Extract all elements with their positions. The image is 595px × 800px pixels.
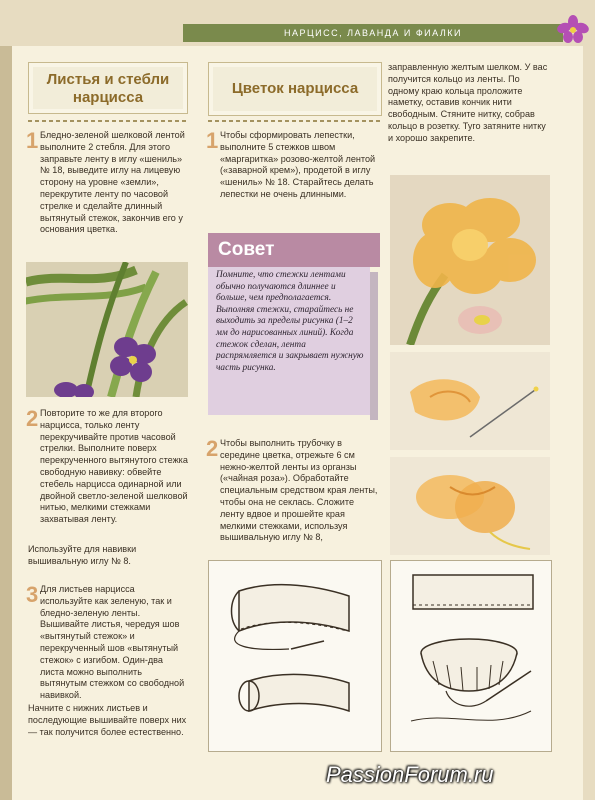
gathered-rosette-illustration bbox=[390, 560, 552, 752]
left-margin-strip bbox=[0, 46, 12, 800]
leaves-stems-photo bbox=[26, 262, 188, 397]
tip-shadow bbox=[370, 272, 378, 420]
tip-text: Помните, что стежки лентами обычно получаются длиннее и больше, чем предполагается. Выполняя стежки, старайтесь не выходить за пределы рисунка (1–2 мм до нарисованных линий). Когда стежок сделан, лента распрямляется и закрывает нужную часть рисунка. bbox=[216, 270, 364, 373]
step3-left-text-extra: Начните с нижних листьев и последующие вышивайте поверх них — так получится более естественно. bbox=[28, 703, 187, 737]
step1-mid-text: Чтобы сформировать лепестки, выполните 5 стежков швом «маргаритка» розово-желтой лентой («заварной крем»), продетой в иглу «шениль» № 18. Старайтесь делать лепестки не очень длинными. bbox=[220, 130, 376, 199]
step-number: 3 bbox=[26, 582, 39, 607]
watermark: PassionForum.ru bbox=[326, 762, 494, 787]
left-section-heading: Листья и стебли нарцисса bbox=[28, 62, 188, 114]
ribbon-ring-photo bbox=[390, 352, 550, 450]
violet-flower-icon bbox=[555, 14, 591, 44]
right-page-edge bbox=[583, 46, 595, 800]
ribbon-loop-illustration bbox=[208, 560, 382, 752]
stitch-divider bbox=[208, 120, 380, 122]
step3-left-text: Для листьев нарцисса используйте как зеленую, так и бледно-зеленую ленты. Вышивайте листья, чередуя шов «вытянутый стежок» и перекрученный шов «вытянутый стежок» с изгибом. Один-два листа можно выполнить вытянутым стежком со свободной навивкой. bbox=[40, 584, 185, 701]
step-number: 1 bbox=[26, 128, 39, 153]
step-number: 1 bbox=[206, 128, 219, 153]
step2-mid-text: Чтобы выполнить трубочку в середине цветка, отрежьте 6 см нежно-желтой ленты из органзы («чайная роза»). Обработайте специальным средством края ленты, чтобы она не секлась. Сложите ленту вдвое и прошейте края мелкими стежками, используя вышивальную иглу № 8, bbox=[220, 438, 378, 543]
narcissus-flower-photo bbox=[390, 175, 550, 345]
step1-left-text: Бледно-зеленой шелковой лентой выполните 2 стебля. Для этого заправьте ленту в иглу «шениль» № 18, выведите иглу на лицевую сторону на уровне «земли», перекрутите ленту по часовой стрелке и сделайте длинный вытянутый стежок, закончив его у основания цветка. bbox=[40, 130, 185, 235]
tip-title: Совет bbox=[208, 233, 380, 267]
ribbon-rosette-photo bbox=[390, 457, 550, 555]
stitch-divider bbox=[28, 120, 188, 122]
step-number: 2 bbox=[26, 406, 39, 431]
mid-section-heading: Цветок нарцисса bbox=[208, 62, 382, 116]
running-header: НАРЦИСС, ЛАВАНДА И ФИАЛКИ bbox=[183, 24, 563, 42]
step2-left-text: Повторите то же для второго нарцисса, только ленту перекручивайте против часовой стрелки. Выполните поверх перекрученного вытянутого стежка свободную навивку: обвейте стебель нарцисса одинарной или двойной светло-зеленой шелковой нитью, мелкими стежками захватывая ленту. bbox=[40, 408, 188, 525]
step-number: 2 bbox=[206, 436, 219, 461]
step2-left-text-extra: Используйте для навивки вышивальную иглу № 8. bbox=[28, 544, 137, 566]
right-continuation-text: заправленную желтым шелком. У вас получится кольцо из ленты. По одному краю кольца проложите наметку, оставив кончик нити свободным. Стяните нитку, собрав кольцо в розетку. Туго затяните нитку и хорошо закрепите. bbox=[388, 62, 548, 143]
